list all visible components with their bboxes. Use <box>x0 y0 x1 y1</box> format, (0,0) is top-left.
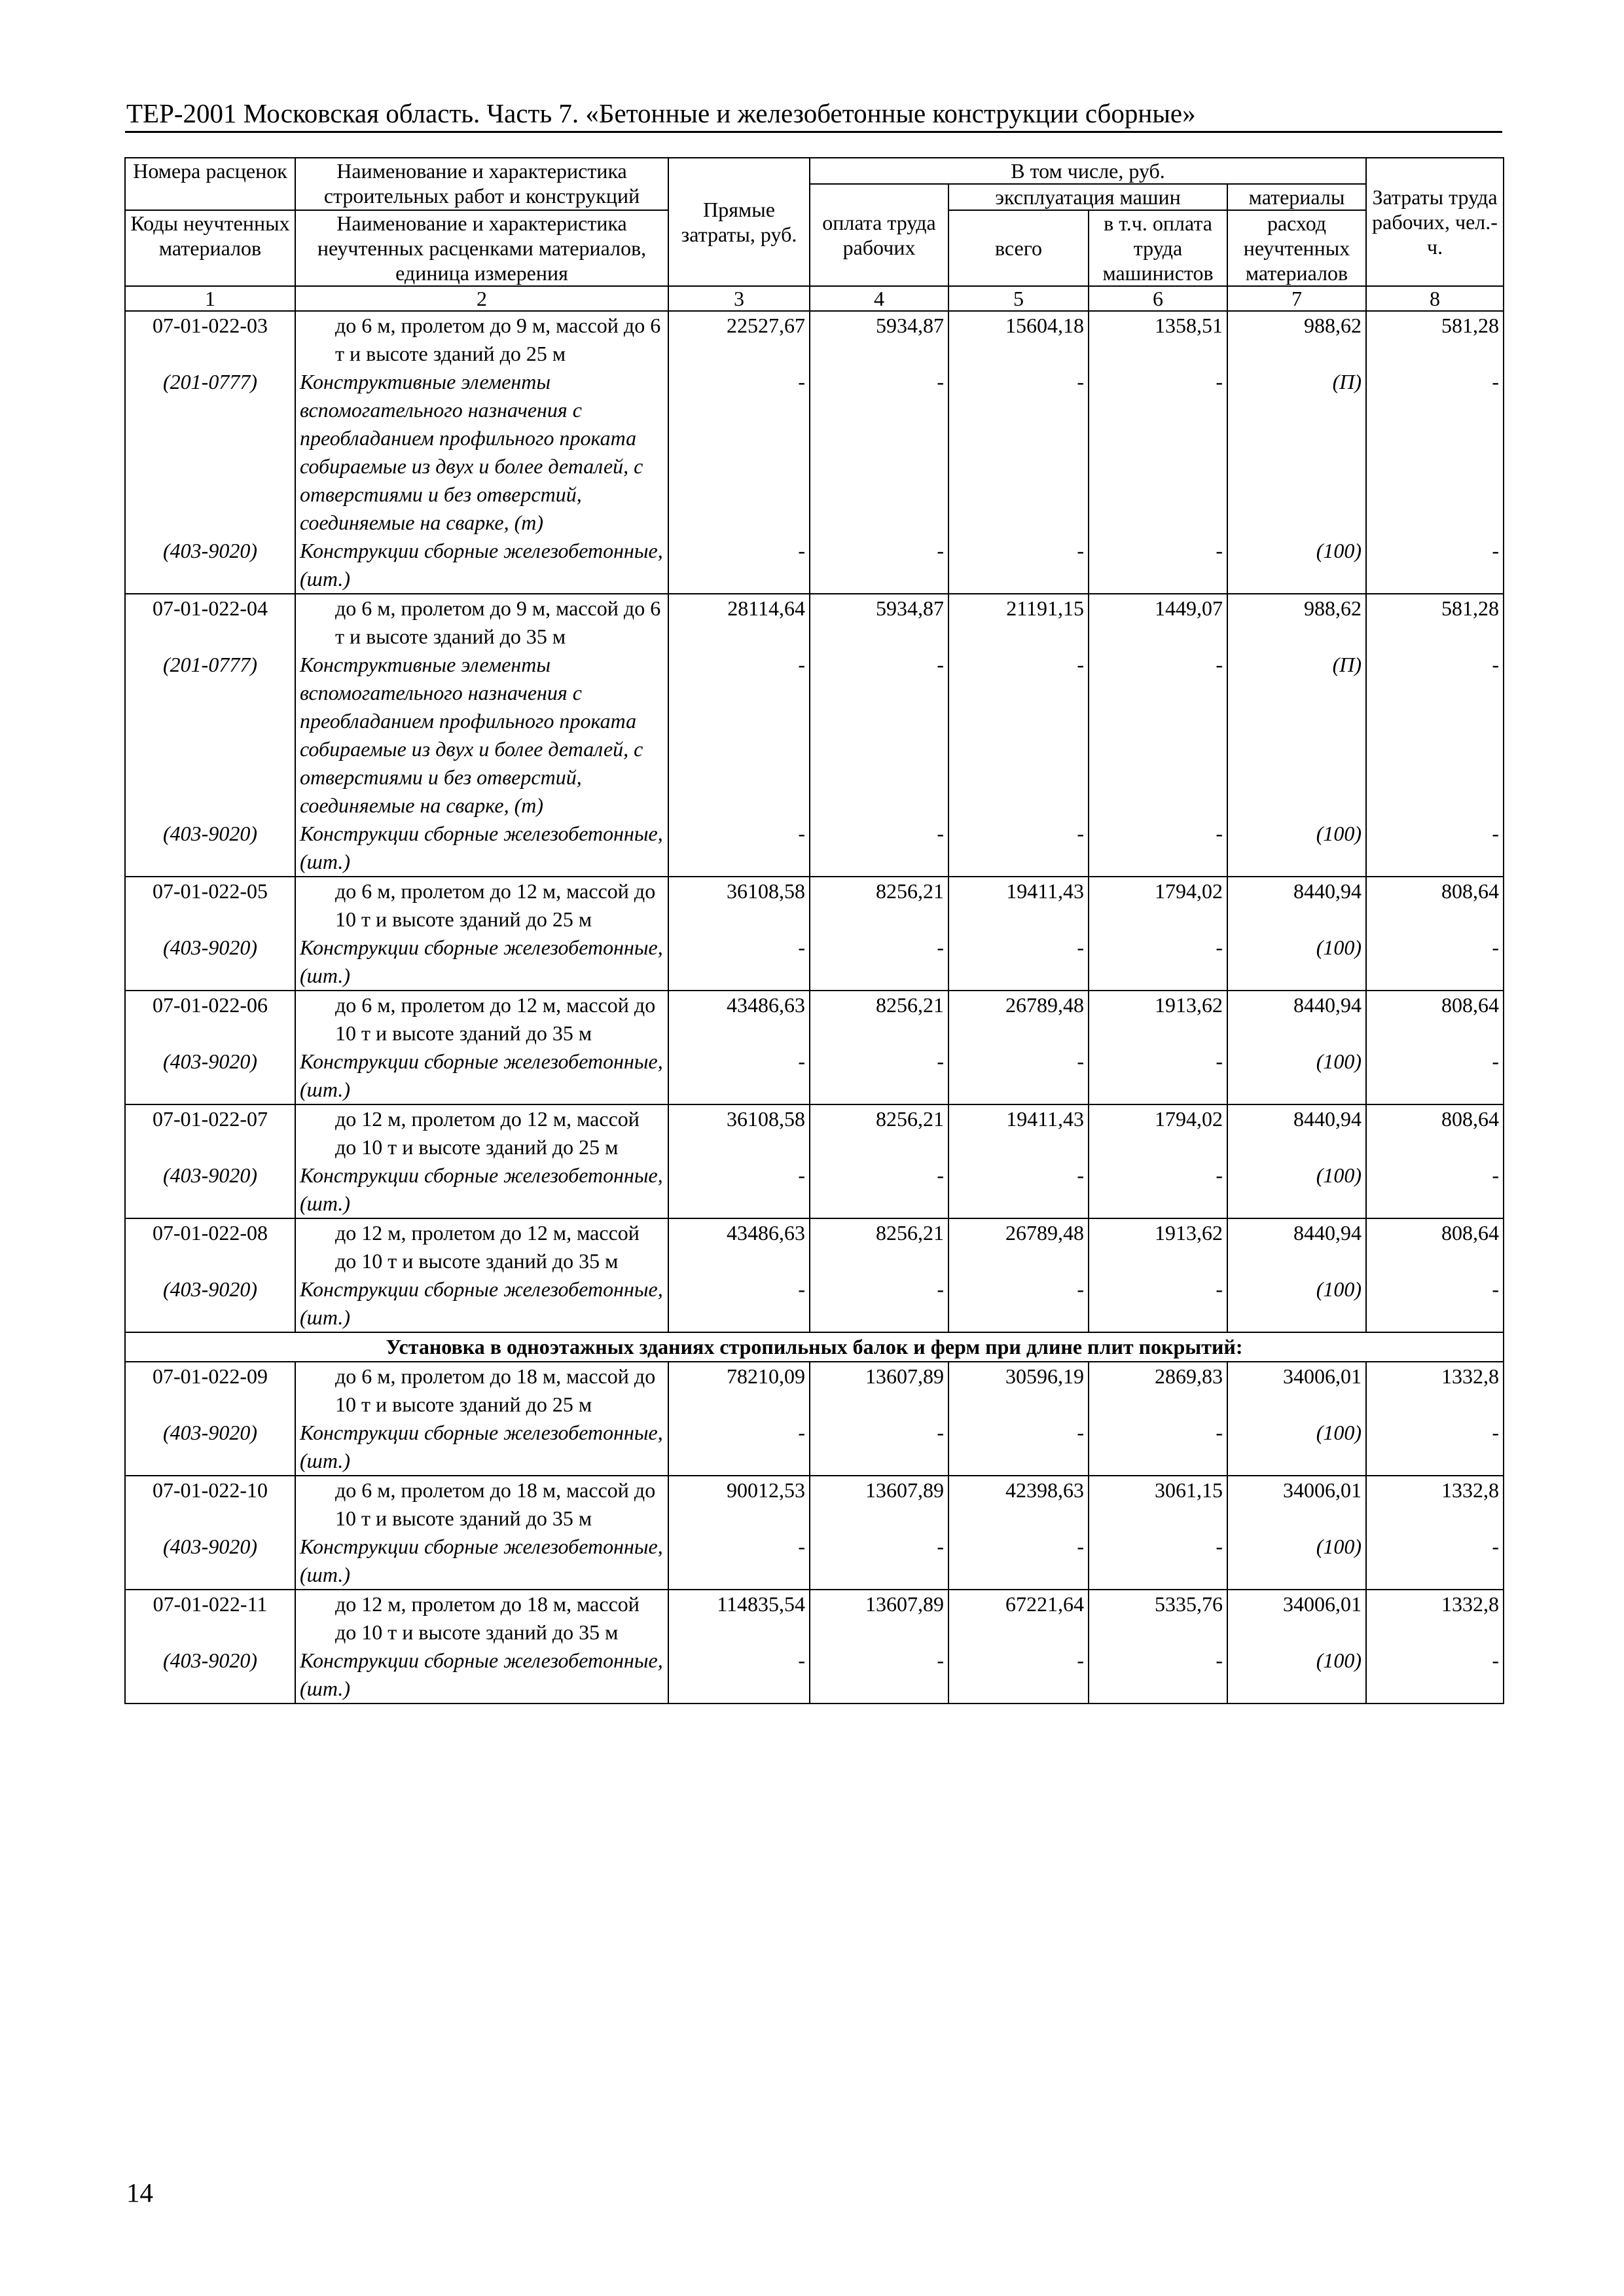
direct-costs-value: 22527,67 <box>668 311 810 368</box>
rates-table-container <box>124 157 1503 1704</box>
material-consumption: (100) <box>1227 1419 1366 1476</box>
section-heading-row <box>125 1332 1504 1362</box>
operator-wages-value: 5335,76 <box>1089 1590 1227 1647</box>
direct-costs-value: 78210,09 <box>668 1362 810 1419</box>
material-operator-wages: - <box>1089 1048 1227 1104</box>
material-machines-total: - <box>948 1647 1089 1704</box>
rate-description: до 12 м, пролетом до 12 м, массой до 10 т и высоте зданий до 25 м <box>295 1104 668 1161</box>
rate-row <box>125 877 1504 934</box>
materials-value: 988,62 <box>1227 594 1366 651</box>
material-code: (403-9020) <box>125 820 295 877</box>
material-direct-costs: - <box>668 820 810 877</box>
worker-wages-value: 13607,89 <box>810 1476 948 1533</box>
material-row <box>125 537 1504 594</box>
column-number: 4 <box>810 286 948 311</box>
labor-hours-value: 1332,8 <box>1366 1476 1504 1533</box>
material-description: Конструкции сборные железобетонные, (шт.) <box>295 1275 668 1332</box>
labor-hours-value: 808,64 <box>1366 877 1504 934</box>
material-direct-costs: - <box>668 1275 810 1332</box>
operator-wages-value: 1913,62 <box>1089 1218 1227 1275</box>
rate-description: до 6 м, пролетом до 12 м, массой до 10 т и высоте зданий до 35 м <box>295 991 668 1048</box>
labor-hours-value: 808,64 <box>1366 1104 1504 1161</box>
material-consumption: (100) <box>1227 1533 1366 1590</box>
material-code: (403-9020) <box>125 1048 295 1104</box>
page-header: ТЕР-2001 Московская область. Часть 7. «Бетонные и железобетонные конструкции сборные» <box>126 98 1196 128</box>
operator-wages-value: 1794,02 <box>1089 877 1227 934</box>
direct-costs-value: 43486,63 <box>668 1218 810 1275</box>
material-worker-wages: - <box>810 1161 948 1218</box>
material-description: Конструкции сборные железобетонные, (шт.) <box>295 1419 668 1476</box>
material-worker-wages: - <box>810 1048 948 1104</box>
rate-row <box>125 991 1504 1048</box>
operator-wages-value: 1794,02 <box>1089 1104 1227 1161</box>
head-machine-operation: эксплуатация машин <box>948 184 1227 210</box>
material-direct-costs: - <box>668 651 810 820</box>
material-direct-costs: - <box>668 1533 810 1590</box>
column-number: 2 <box>295 286 668 311</box>
worker-wages-value: 5934,87 <box>810 311 948 368</box>
material-direct-costs: - <box>668 934 810 991</box>
rates-group-2 <box>125 1362 1504 1704</box>
material-labor-hours: - <box>1366 1419 1504 1476</box>
material-code: (403-9020) <box>125 1647 295 1704</box>
page-number: 14 <box>126 2178 153 2208</box>
section-heading-group <box>125 1332 1504 1362</box>
materials-value: 988,62 <box>1227 311 1366 368</box>
rate-description: до 12 м, пролетом до 12 м, массой до 10 т и высоте зданий до 35 м <box>295 1218 668 1275</box>
material-description: Конструктивные элементы вспомогательного назначения с преобладанием профильного проката собираемые из двух и более деталей, с отверстиями и без отверстий, соединяемые на сварке, (т) <box>295 368 668 537</box>
machines-total-value: 26789,48 <box>948 991 1089 1048</box>
materials-value: 34006,01 <box>1227 1362 1366 1419</box>
materials-value: 8440,94 <box>1227 1218 1366 1275</box>
material-operator-wages: - <box>1089 1647 1227 1704</box>
rate-row <box>125 1476 1504 1533</box>
material-description: Конструкции сборные железобетонные, (шт.) <box>295 537 668 594</box>
material-consumption: (100) <box>1227 820 1366 877</box>
material-labor-hours: - <box>1366 368 1504 537</box>
material-worker-wages: - <box>810 1533 948 1590</box>
rate-row <box>125 1590 1504 1647</box>
material-code: (403-9020) <box>125 1533 295 1590</box>
material-machines-total: - <box>948 934 1089 991</box>
rates-group-1 <box>125 311 1504 1332</box>
material-direct-costs: - <box>668 1161 810 1218</box>
material-operator-wages: - <box>1089 1161 1227 1218</box>
rate-code: 07-01-022-03 <box>125 311 295 368</box>
material-row <box>125 651 1504 820</box>
machines-total-value: 19411,43 <box>948 1104 1089 1161</box>
material-row <box>125 1275 1504 1332</box>
machines-total-value: 19411,43 <box>948 877 1089 934</box>
rate-code: 07-01-022-08 <box>125 1218 295 1275</box>
direct-costs-value: 114835,54 <box>668 1590 810 1647</box>
machines-total-value: 21191,15 <box>948 594 1089 651</box>
material-labor-hours: - <box>1366 1647 1504 1704</box>
material-code: (201-0777) <box>125 368 295 537</box>
material-row <box>125 1647 1504 1704</box>
material-operator-wages: - <box>1089 934 1227 991</box>
material-consumption: (100) <box>1227 537 1366 594</box>
material-description: Конструкции сборные железобетонные, (шт.) <box>295 1161 668 1218</box>
machines-total-value: 42398,63 <box>948 1476 1089 1533</box>
direct-costs-value: 36108,58 <box>668 877 810 934</box>
head-col1-bottom: Коды неучтенных материалов <box>125 210 295 286</box>
material-machines-total: - <box>948 1275 1089 1332</box>
rate-description: до 6 м, пролетом до 18 м, массой до 10 т и высоте зданий до 25 м <box>295 1362 668 1419</box>
head-unaccounted-materials: расход неучтенных материалов <box>1227 210 1366 286</box>
header-divider <box>125 131 1502 133</box>
column-numbers-row <box>125 286 1504 311</box>
direct-costs-value: 28114,64 <box>668 594 810 651</box>
material-consumption: (П) <box>1227 368 1366 537</box>
worker-wages-value: 5934,87 <box>810 594 948 651</box>
head-direct-costs: Прямые затраты, руб. <box>668 158 810 286</box>
material-worker-wages: - <box>810 1647 948 1704</box>
rate-code: 07-01-022-07 <box>125 1104 295 1161</box>
rate-row <box>125 594 1504 651</box>
material-machines-total: - <box>948 820 1089 877</box>
material-operator-wages: - <box>1089 1419 1227 1476</box>
machines-total-value: 26789,48 <box>948 1218 1089 1275</box>
material-worker-wages: - <box>810 368 948 537</box>
material-description: Конструкции сборные железобетонные, (шт.) <box>295 934 668 991</box>
material-code: (201-0777) <box>125 651 295 820</box>
material-row <box>125 1161 1504 1218</box>
material-machines-total: - <box>948 1161 1089 1218</box>
material-description: Конструкции сборные железобетонные, (шт.) <box>295 820 668 877</box>
material-labor-hours: - <box>1366 820 1504 877</box>
machines-total-value: 67221,64 <box>948 1590 1089 1647</box>
material-machines-total: - <box>948 651 1089 820</box>
section-heading: Установка в одноэтажных зданиях стропильных балок и ферм при длине плит покрытий: <box>125 1332 1504 1362</box>
material-row <box>125 934 1504 991</box>
material-description: Конструктивные элементы вспомогательного назначения с преобладанием профильного проката собираемые из двух и более деталей, с отверстиями и без отверстий, соединяемые на сварке, (т) <box>295 651 668 820</box>
operator-wages-value: 2869,83 <box>1089 1362 1227 1419</box>
material-description: Конструкции сборные железобетонные, (шт.) <box>295 1533 668 1590</box>
operator-wages-value: 3061,15 <box>1089 1476 1227 1533</box>
rate-code: 07-01-022-05 <box>125 877 295 934</box>
head-col1-top: Номера расценок <box>125 158 295 210</box>
material-labor-hours: - <box>1366 934 1504 991</box>
labor-hours-value: 1332,8 <box>1366 1590 1504 1647</box>
rates-table <box>124 157 1504 1704</box>
materials-value: 8440,94 <box>1227 1104 1366 1161</box>
material-code: (403-9020) <box>125 1275 295 1332</box>
material-machines-total: - <box>948 537 1089 594</box>
material-worker-wages: - <box>810 820 948 877</box>
head-operator-wages: в т.ч. оплата труда машинистов <box>1089 210 1227 286</box>
machines-total-value: 15604,18 <box>948 311 1089 368</box>
labor-hours-value: 581,28 <box>1366 311 1504 368</box>
column-number: 6 <box>1089 286 1227 311</box>
material-direct-costs: - <box>668 368 810 537</box>
material-consumption: (100) <box>1227 934 1366 991</box>
material-row <box>125 368 1504 537</box>
rate-code: 07-01-022-10 <box>125 1476 295 1533</box>
worker-wages-value: 13607,89 <box>810 1590 948 1647</box>
column-number: 5 <box>948 286 1089 311</box>
head-group-including: В том числе, руб. <box>810 158 1366 184</box>
rate-description: до 6 м, пролетом до 9 м, массой до 6 т и высоте зданий до 25 м <box>295 311 668 368</box>
material-description: Конструкции сборные железобетонные, (шт.) <box>295 1647 668 1704</box>
rate-description: до 6 м, пролетом до 18 м, массой до 10 т и высоте зданий до 35 м <box>295 1476 668 1533</box>
worker-wages-value: 8256,21 <box>810 1218 948 1275</box>
materials-value: 8440,94 <box>1227 877 1366 934</box>
material-worker-wages: - <box>810 1419 948 1476</box>
material-worker-wages: - <box>810 537 948 594</box>
material-machines-total: - <box>948 1419 1089 1476</box>
material-row <box>125 1533 1504 1590</box>
materials-value: 34006,01 <box>1227 1590 1366 1647</box>
material-direct-costs: - <box>668 537 810 594</box>
head-machines-total: всего <box>948 210 1089 286</box>
material-labor-hours: - <box>1366 537 1504 594</box>
operator-wages-value: 1358,51 <box>1089 311 1227 368</box>
column-number: 1 <box>125 286 295 311</box>
labor-hours-value: 581,28 <box>1366 594 1504 651</box>
rate-description: до 12 м, пролетом до 18 м, массой до 10 т и высоте зданий до 35 м <box>295 1590 668 1647</box>
material-worker-wages: - <box>810 651 948 820</box>
material-operator-wages: - <box>1089 537 1227 594</box>
labor-hours-value: 808,64 <box>1366 1218 1504 1275</box>
material-consumption: (100) <box>1227 1048 1366 1104</box>
worker-wages-value: 13607,89 <box>810 1362 948 1419</box>
material-operator-wages: - <box>1089 651 1227 820</box>
material-operator-wages: - <box>1089 368 1227 537</box>
rate-description: до 6 м, пролетом до 9 м, массой до 6 т и высоте зданий до 35 м <box>295 594 668 651</box>
column-number: 7 <box>1227 286 1366 311</box>
head-labor-hours: Затраты труда рабочих, чел.-ч. <box>1366 158 1504 286</box>
worker-wages-value: 8256,21 <box>810 877 948 934</box>
material-worker-wages: - <box>810 1275 948 1332</box>
material-consumption: (100) <box>1227 1161 1366 1218</box>
operator-wages-value: 1913,62 <box>1089 991 1227 1048</box>
table-head <box>125 158 1504 311</box>
column-number: 8 <box>1366 286 1504 311</box>
material-code: (403-9020) <box>125 934 295 991</box>
material-machines-total: - <box>948 1533 1089 1590</box>
material-code: (403-9020) <box>125 537 295 594</box>
rate-description: до 6 м, пролетом до 12 м, массой до 10 т и высоте зданий до 25 м <box>295 877 668 934</box>
material-description: Конструкции сборные железобетонные, (шт.) <box>295 1048 668 1104</box>
materials-value: 34006,01 <box>1227 1476 1366 1533</box>
direct-costs-value: 36108,58 <box>668 1104 810 1161</box>
material-operator-wages: - <box>1089 1275 1227 1332</box>
head-col2-top: Наименование и характеристика строительных работ и конструкций <box>295 158 668 210</box>
rate-code: 07-01-022-06 <box>125 991 295 1048</box>
material-labor-hours: - <box>1366 1533 1504 1590</box>
rate-row <box>125 1104 1504 1161</box>
material-labor-hours: - <box>1366 1275 1504 1332</box>
head-materials: материалы <box>1227 184 1366 210</box>
rate-code: 07-01-022-11 <box>125 1590 295 1647</box>
material-operator-wages: - <box>1089 1533 1227 1590</box>
material-row <box>125 820 1504 877</box>
material-machines-total: - <box>948 1048 1089 1104</box>
material-labor-hours: - <box>1366 651 1504 820</box>
material-worker-wages: - <box>810 934 948 991</box>
material-direct-costs: - <box>668 1048 810 1104</box>
material-direct-costs: - <box>668 1647 810 1704</box>
worker-wages-value: 8256,21 <box>810 1104 948 1161</box>
rate-row <box>125 311 1504 368</box>
rate-row <box>125 1362 1504 1419</box>
labor-hours-value: 808,64 <box>1366 991 1504 1048</box>
material-machines-total: - <box>948 368 1089 537</box>
material-labor-hours: - <box>1366 1048 1504 1104</box>
material-operator-wages: - <box>1089 820 1227 877</box>
materials-value: 8440,94 <box>1227 991 1366 1048</box>
direct-costs-value: 43486,63 <box>668 991 810 1048</box>
head-col2-bottom: Наименование и характеристика неучтенных расценками материалов, единица измерения <box>295 210 668 286</box>
column-number: 3 <box>668 286 810 311</box>
labor-hours-value: 1332,8 <box>1366 1362 1504 1419</box>
material-row <box>125 1419 1504 1476</box>
head-worker-wages: оплата труда рабочих <box>810 184 948 286</box>
operator-wages-value: 1449,07 <box>1089 594 1227 651</box>
rate-row <box>125 1218 1504 1275</box>
material-consumption: (100) <box>1227 1275 1366 1332</box>
rate-code: 07-01-022-09 <box>125 1362 295 1419</box>
direct-costs-value: 90012,53 <box>668 1476 810 1533</box>
material-consumption: (П) <box>1227 651 1366 820</box>
machines-total-value: 30596,19 <box>948 1362 1089 1419</box>
material-labor-hours: - <box>1366 1161 1504 1218</box>
material-code: (403-9020) <box>125 1419 295 1476</box>
material-row <box>125 1048 1504 1104</box>
worker-wages-value: 8256,21 <box>810 991 948 1048</box>
material-direct-costs: - <box>668 1419 810 1476</box>
material-code: (403-9020) <box>125 1161 295 1218</box>
rate-code: 07-01-022-04 <box>125 594 295 651</box>
material-consumption: (100) <box>1227 1647 1366 1704</box>
